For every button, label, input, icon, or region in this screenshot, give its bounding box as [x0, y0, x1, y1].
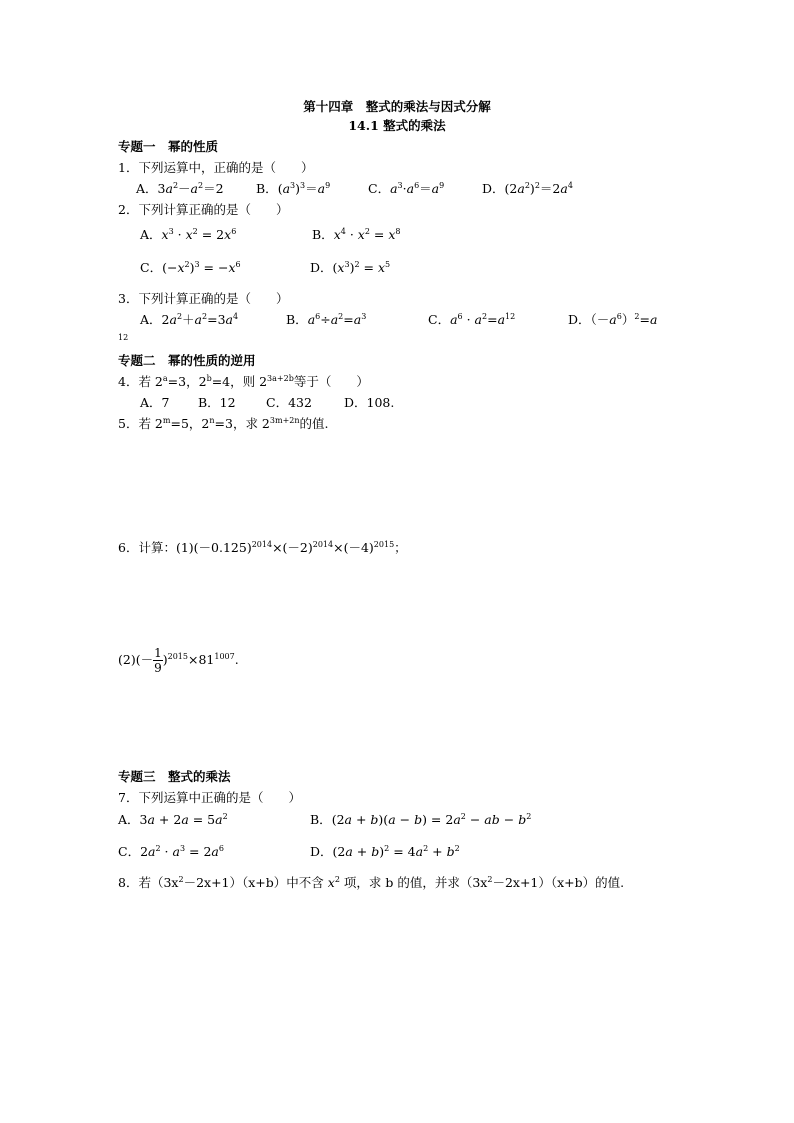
q7-option-b: B．$(2a + b)(a - b) = 2a^2$ − ab − $b^2$	[310, 812, 532, 827]
q6-part-2: (2)(－ $\frac{1}{9}$ )$^{2015}\times 81^{1007}$.	[118, 646, 239, 675]
q4-option-d: D．108.	[344, 395, 395, 410]
q4-option-b: B．12	[198, 395, 236, 410]
q2-option-d: D．$(x^3)^2 = x^5$	[310, 260, 391, 275]
q1-option-a: A．$3a^2-a^2=2$	[136, 181, 224, 196]
q3-option-c: C．$a^6 \cdot a^2=a^{12}$	[428, 312, 516, 327]
topic-1-heading: 专题一 幂的性质	[118, 139, 219, 154]
q1-stem: 1．下列运算中，正确的是（ ）	[118, 160, 314, 175]
q2-option-b: B．$x^4 \cdot x^2 = x^8$	[312, 227, 401, 242]
q7-option-a: A．$3a + 2a = 5a^2$	[118, 812, 228, 827]
q4-stem: 4．若 $2^a=3$，$2^b=4$，则 $2^{3a+2b}$等于（ ）	[118, 374, 369, 389]
q3-option-d: D．$(-a^6)^2=a$	[568, 312, 658, 327]
q6-part-1: 6．计算：$(1)(-0.125)^{2014}\times(-2)^{2014}\times(-4)^{2015}$；	[118, 540, 407, 555]
topic-2-heading: 专题二 幂的性质的逆用	[118, 353, 256, 368]
q3-option-a: A．$2a^2+a^2=3a^4$	[140, 312, 239, 327]
q2-option-c: C．$(-x^2)^3 = -x^6$	[140, 260, 241, 275]
q3-stem: 3．下列计算正确的是（ ）	[118, 291, 289, 306]
q1-option-b: B．$(a^3)^3=a^9$	[256, 181, 331, 196]
q1-option-d: D．$(2a^2)^2=2a^4$	[482, 181, 573, 196]
section-title: 14.1 整式的乘法	[348, 118, 446, 133]
q2-stem: 2．下列计算正确的是（ ）	[118, 202, 289, 217]
q5-stem: 5．若 $2^m=5$，$2^n=3$，求 $2^{3m+2n}$的值.	[118, 416, 329, 431]
q7-stem: 7．下列运算中正确的是（ ）	[118, 790, 301, 805]
q3-option-d-tail: 12	[118, 333, 129, 342]
q1-option-c: C．$a^3\cdot a^6=a^9$	[368, 181, 445, 196]
fraction-one-ninth: $\frac{1}{9}$	[154, 646, 162, 675]
q7-option-c: C．$2a^2 \cdot a^3 = 2a^6$	[118, 844, 224, 859]
topic-3-heading: 专题三 整式的乘法	[118, 769, 231, 784]
q4-option-c: C．432	[266, 395, 312, 410]
q2-option-a: A．$x^3 \cdot x^2 = 2x^6$	[140, 227, 237, 242]
q3-option-b: B．$a^6\div a^2=a^3$	[286, 312, 367, 327]
chapter-title: 第十四章 整式的乘法与因式分解	[303, 99, 491, 114]
q8-stem: 8．若$(3x^2-2x+1)(x+b)$中不含 $x^2$ 项，求 b 的值，并求$(3x^2-2x+1)(x+b)$的值.	[118, 875, 625, 890]
q4-option-a: A．7	[140, 395, 170, 410]
q7-option-d: D．$(2a + b)^2 = 4a^2 + b^2$	[310, 844, 460, 859]
